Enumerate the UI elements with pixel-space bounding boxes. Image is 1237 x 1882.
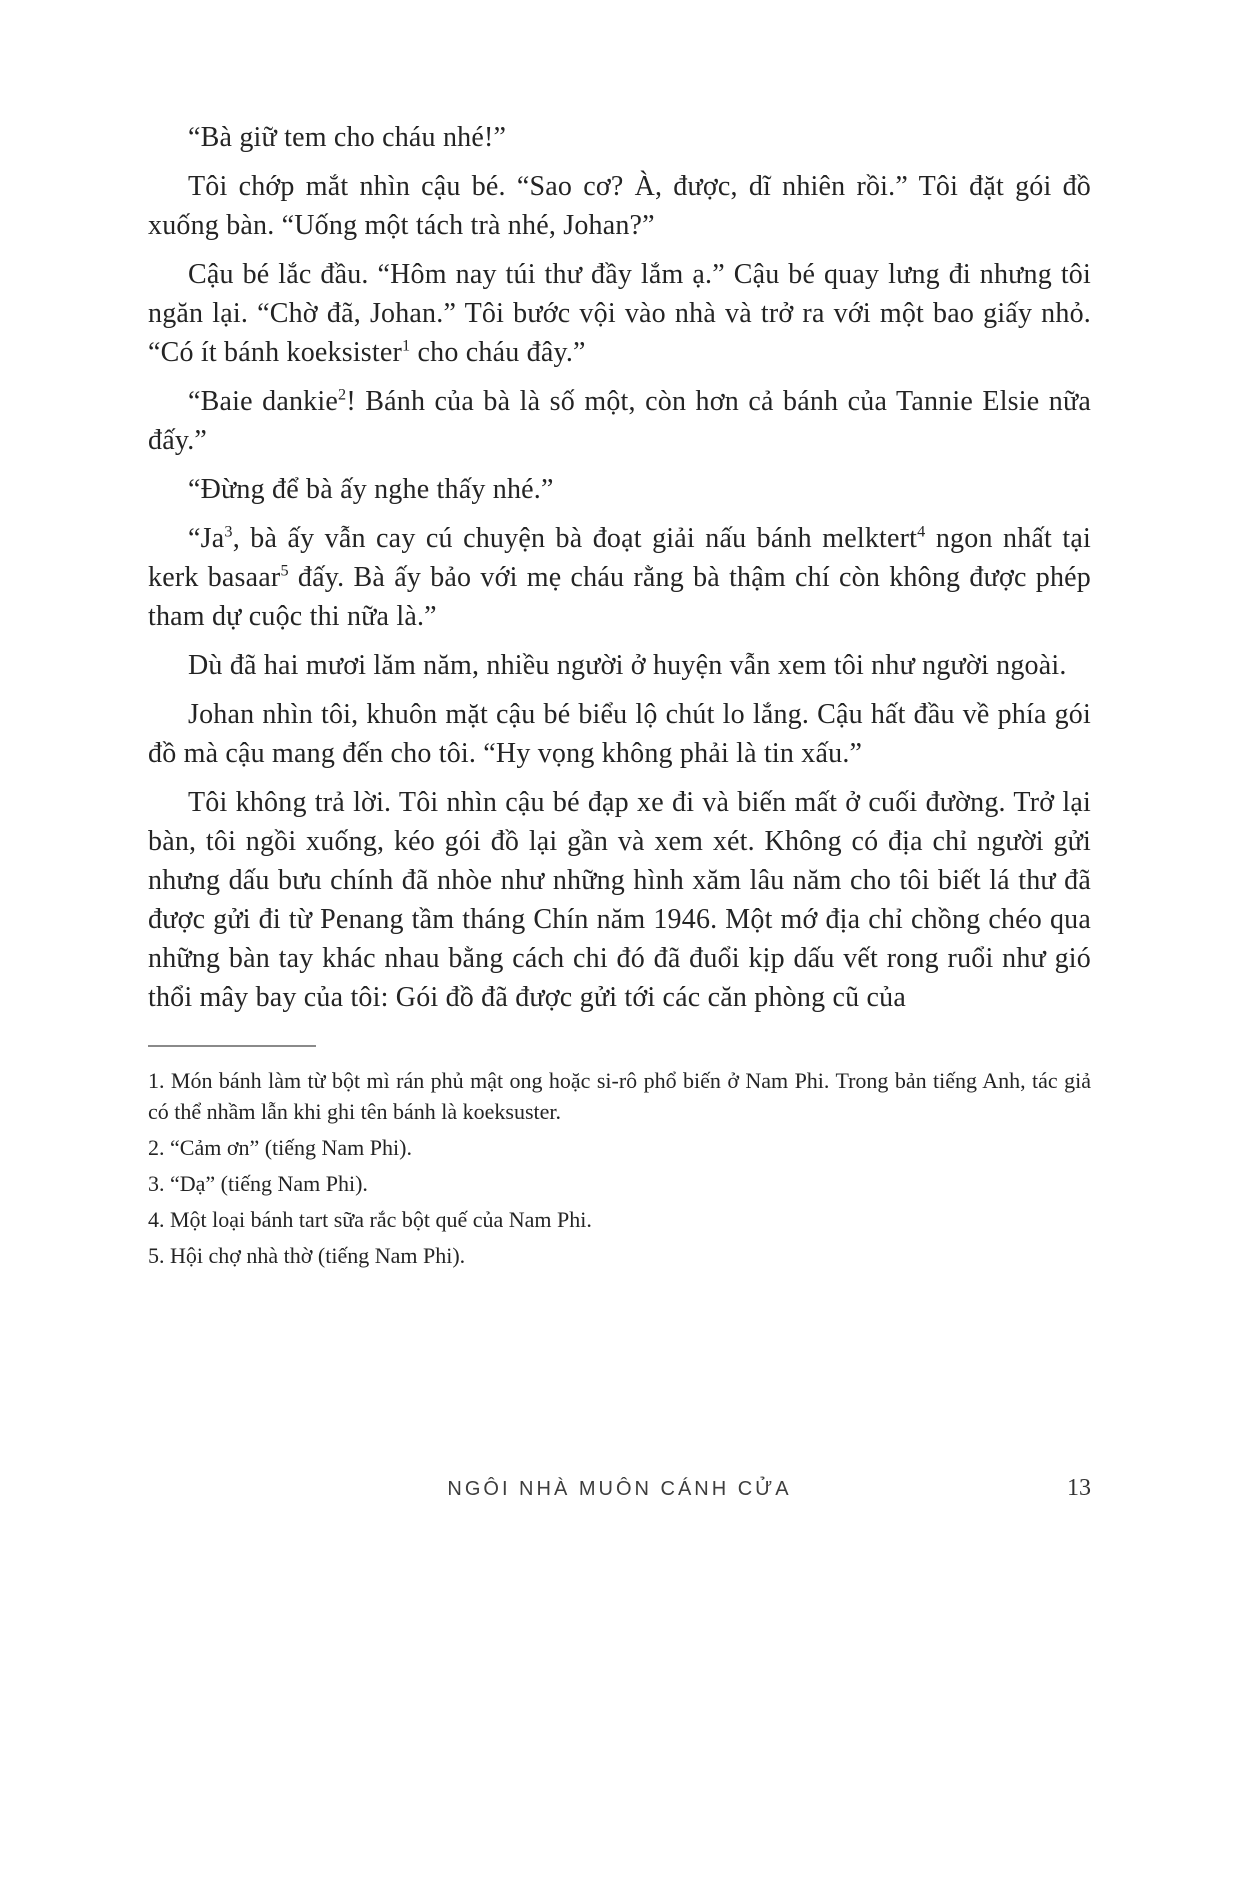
footnote-marker: 4: [917, 522, 926, 541]
body-text: [148, 118, 1091, 1017]
paragraph: Tôi không trả lời. Tôi nhìn cậu bé đạp xe đi và biến mất ở cuối đường. Trở lại bàn, tôi ngồi xuống, kéo gói đồ lại gần và xem xét. Không có địa chỉ người gửi nhưng dấu bưu chính đã nhòe như những hình xăm lâu năm cho tôi biết lá thư đã được gửi đi từ Penang tầm tháng Chín năm 1946. Một mớ địa chỉ chồng chéo qua những bàn tay khác nhau bằng cách chi đó đã đuổi kịp dấu vết rong ruổi như gió thổi mây bay của tôi: Gói đồ đã được gửi tới các căn phòng cũ của: [148, 787, 1091, 1013]
footnote-marker: 2: [337, 385, 347, 404]
footnote-marker: 3: [224, 522, 233, 541]
paragraph: Cậu bé lắc đầu. “Hôm nay túi thư đầy lắm ạ.” Cậu bé quay lưng đi nhưng tôi ngăn lại. “Chờ đã, Johan.” Tôi bước vội vào nhà và trở ra với một bao giấy nhỏ. “Có ít bánh koeksister$^1$ cho cháu đây.”: [148, 259, 1091, 368]
page-footer: [148, 1475, 1091, 1518]
paragraph: Tôi chớp mắt nhìn cậu bé. “Sao cơ? À, được, dĩ nhiên rồi.” Tôi đặt gói đồ xuống bàn. “Uống một tách trà nhé, Johan?”: [148, 171, 1091, 241]
footnote: 3. “Dạ” (tiếng Nam Phi).: [148, 1171, 368, 1196]
paragraph: “Ja$^3$, bà ấy vẫn cay cú chuyện bà đoạt giải nấu bánh melktert$^4$ ngon nhất tại kerk basaar$^5$ đấy. Bà ấy bảo với mẹ cháu rằng bà thậm chí còn không được phép tham dự cuộc thi nữa là.”: [148, 522, 1091, 632]
footnote: 2. “Cảm ơn” (tiếng Nam Phi).: [148, 1135, 412, 1160]
footnote: 5. Hội chợ nhà thờ (tiếng Nam Phi).: [148, 1243, 466, 1268]
footnotes: [148, 1065, 1091, 1271]
running-title: NGÔI NHÀ MUÔN CÁNH CỬA: [447, 1478, 792, 1500]
footnote-marker: 5: [280, 561, 289, 580]
footnote: 1. Món bánh làm từ bột mì rán phủ mật ong hoặc si-rô phổ biến ở Nam Phi. Trong bản tiếng Anh, tác giả có thể nhầm lẫn khi ghi tên bánh là koeksuster.: [148, 1068, 1091, 1124]
paragraph: “Bà giữ tem cho cháu nhé!”: [188, 122, 507, 153]
page-number: 13: [1067, 1475, 1091, 1501]
paragraph: Dù đã hai mươi lăm năm, nhiều người ở huyện vẫn xem tôi như người ngoài.: [188, 650, 1067, 681]
footnote-marker: 1: [402, 336, 411, 355]
paragraph: Johan nhìn tôi, khuôn mặt cậu bé biểu lộ chút lo lắng. Cậu hất đầu về phía gói đồ mà cậu mang đến cho tôi. “Hy vọng không phải là tin xấu.”: [148, 699, 1091, 769]
paragraph: “Đừng để bà ấy nghe thấy nhé.”: [188, 474, 554, 505]
paragraph: “Baie dankie$^2$! Bánh của bà là số một, còn hơn cả bánh của Tannie Elsie nữa đấy.”: [148, 385, 1091, 456]
footnote-divider: [148, 1045, 316, 1047]
footnote: 4. Một loại bánh tart sữa rắc bột quế của Nam Phi.: [148, 1207, 592, 1232]
